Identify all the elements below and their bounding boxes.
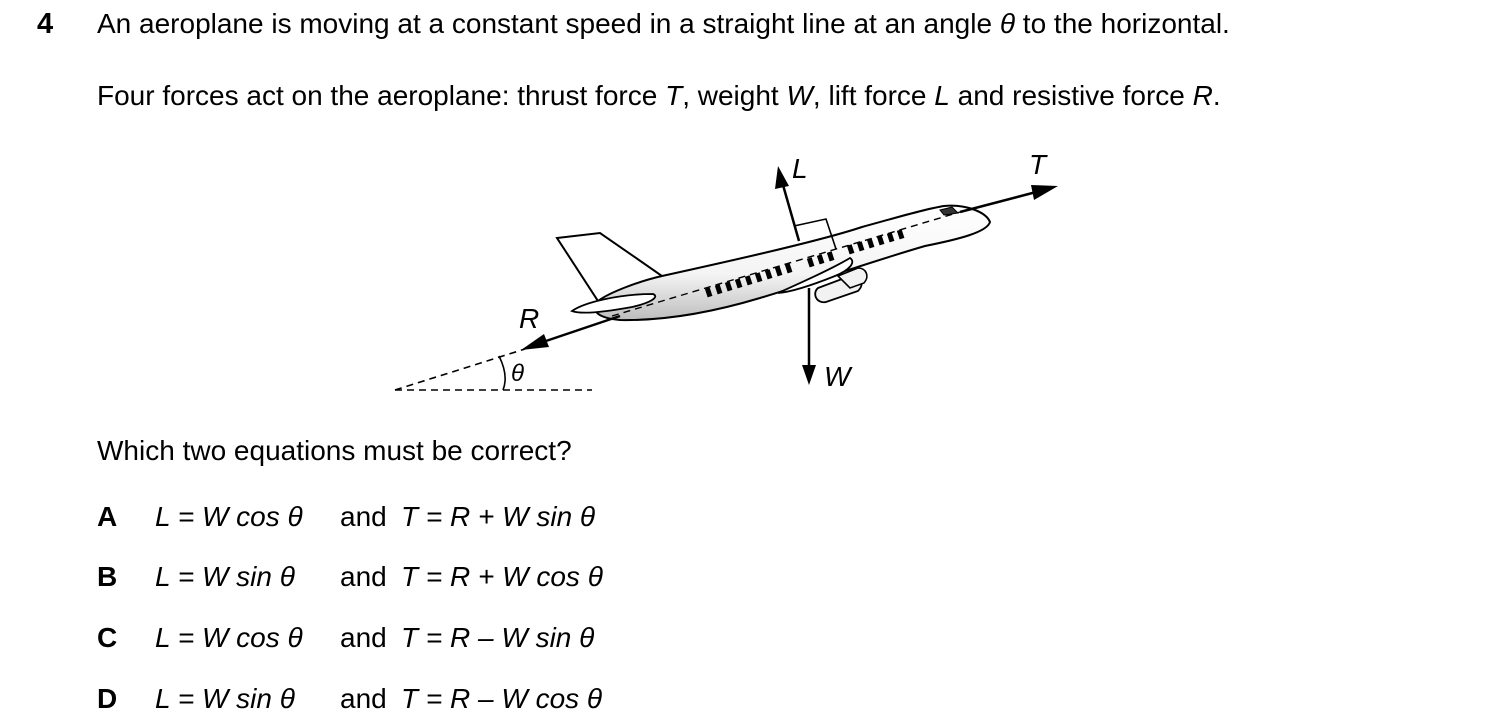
resistive-force-arrow xyxy=(540,316,620,343)
question-number: 4 xyxy=(37,8,54,40)
symbol-W: W xyxy=(786,80,813,111)
symbol-L: L xyxy=(934,80,950,111)
thrust-force-arrow xyxy=(960,191,1040,212)
label-T: T xyxy=(1029,149,1047,180)
theta-symbol: θ xyxy=(999,8,1016,39)
label-L: L xyxy=(792,153,808,184)
label-W: W xyxy=(824,361,851,392)
option-letter: C xyxy=(97,622,118,653)
option-equation-2: T = R – W sin θ xyxy=(401,622,595,653)
option-conjunction: and xyxy=(340,683,387,714)
stem-text: An aeroplane is moving at a constant speed in a straight line at an angle xyxy=(97,8,1000,39)
stem-text: , weight xyxy=(682,80,787,111)
lift-force-arrowhead xyxy=(775,166,789,189)
angle-arc xyxy=(499,356,505,390)
lift-force-arrow xyxy=(783,185,799,241)
stem-text: Four forces act on the aeroplane: thrust force xyxy=(97,80,666,111)
option-equation-2: T = R + W cos θ xyxy=(401,561,603,592)
aeroplane-fuselage xyxy=(595,206,990,320)
stem-text: . xyxy=(1212,80,1221,111)
weight-force-arrowhead xyxy=(802,365,816,385)
stem-text: to the horizontal. xyxy=(1015,8,1230,39)
symbol-R: R xyxy=(1192,80,1213,111)
option-letter: A xyxy=(97,501,118,532)
question-prompt: Which two equations must be correct? xyxy=(97,435,572,466)
option-equation-1: L = W sin θ xyxy=(155,683,295,714)
stem-text: , lift force xyxy=(812,80,935,111)
option-conjunction: and xyxy=(340,501,387,532)
label-R: R xyxy=(519,303,540,334)
option-equation-1: L = W sin θ xyxy=(155,561,295,592)
symbol-T: T xyxy=(665,80,683,111)
option-equation-1: L = W cos θ xyxy=(155,622,303,653)
option-equation-2: T = R + W sin θ xyxy=(401,501,596,532)
option-equation-2: T = R – W cos θ xyxy=(401,683,603,714)
thrust-force-arrowhead xyxy=(1031,185,1058,200)
stem-text: and resistive force xyxy=(949,80,1193,111)
option-letter: D xyxy=(97,683,118,714)
option-equation-1: L = W cos θ xyxy=(155,501,303,532)
option-conjunction: and xyxy=(340,561,387,592)
label-theta: θ xyxy=(511,360,525,387)
option-letter: B xyxy=(97,561,118,592)
option-conjunction: and xyxy=(340,622,387,653)
resistive-force-arrowhead xyxy=(521,334,549,350)
